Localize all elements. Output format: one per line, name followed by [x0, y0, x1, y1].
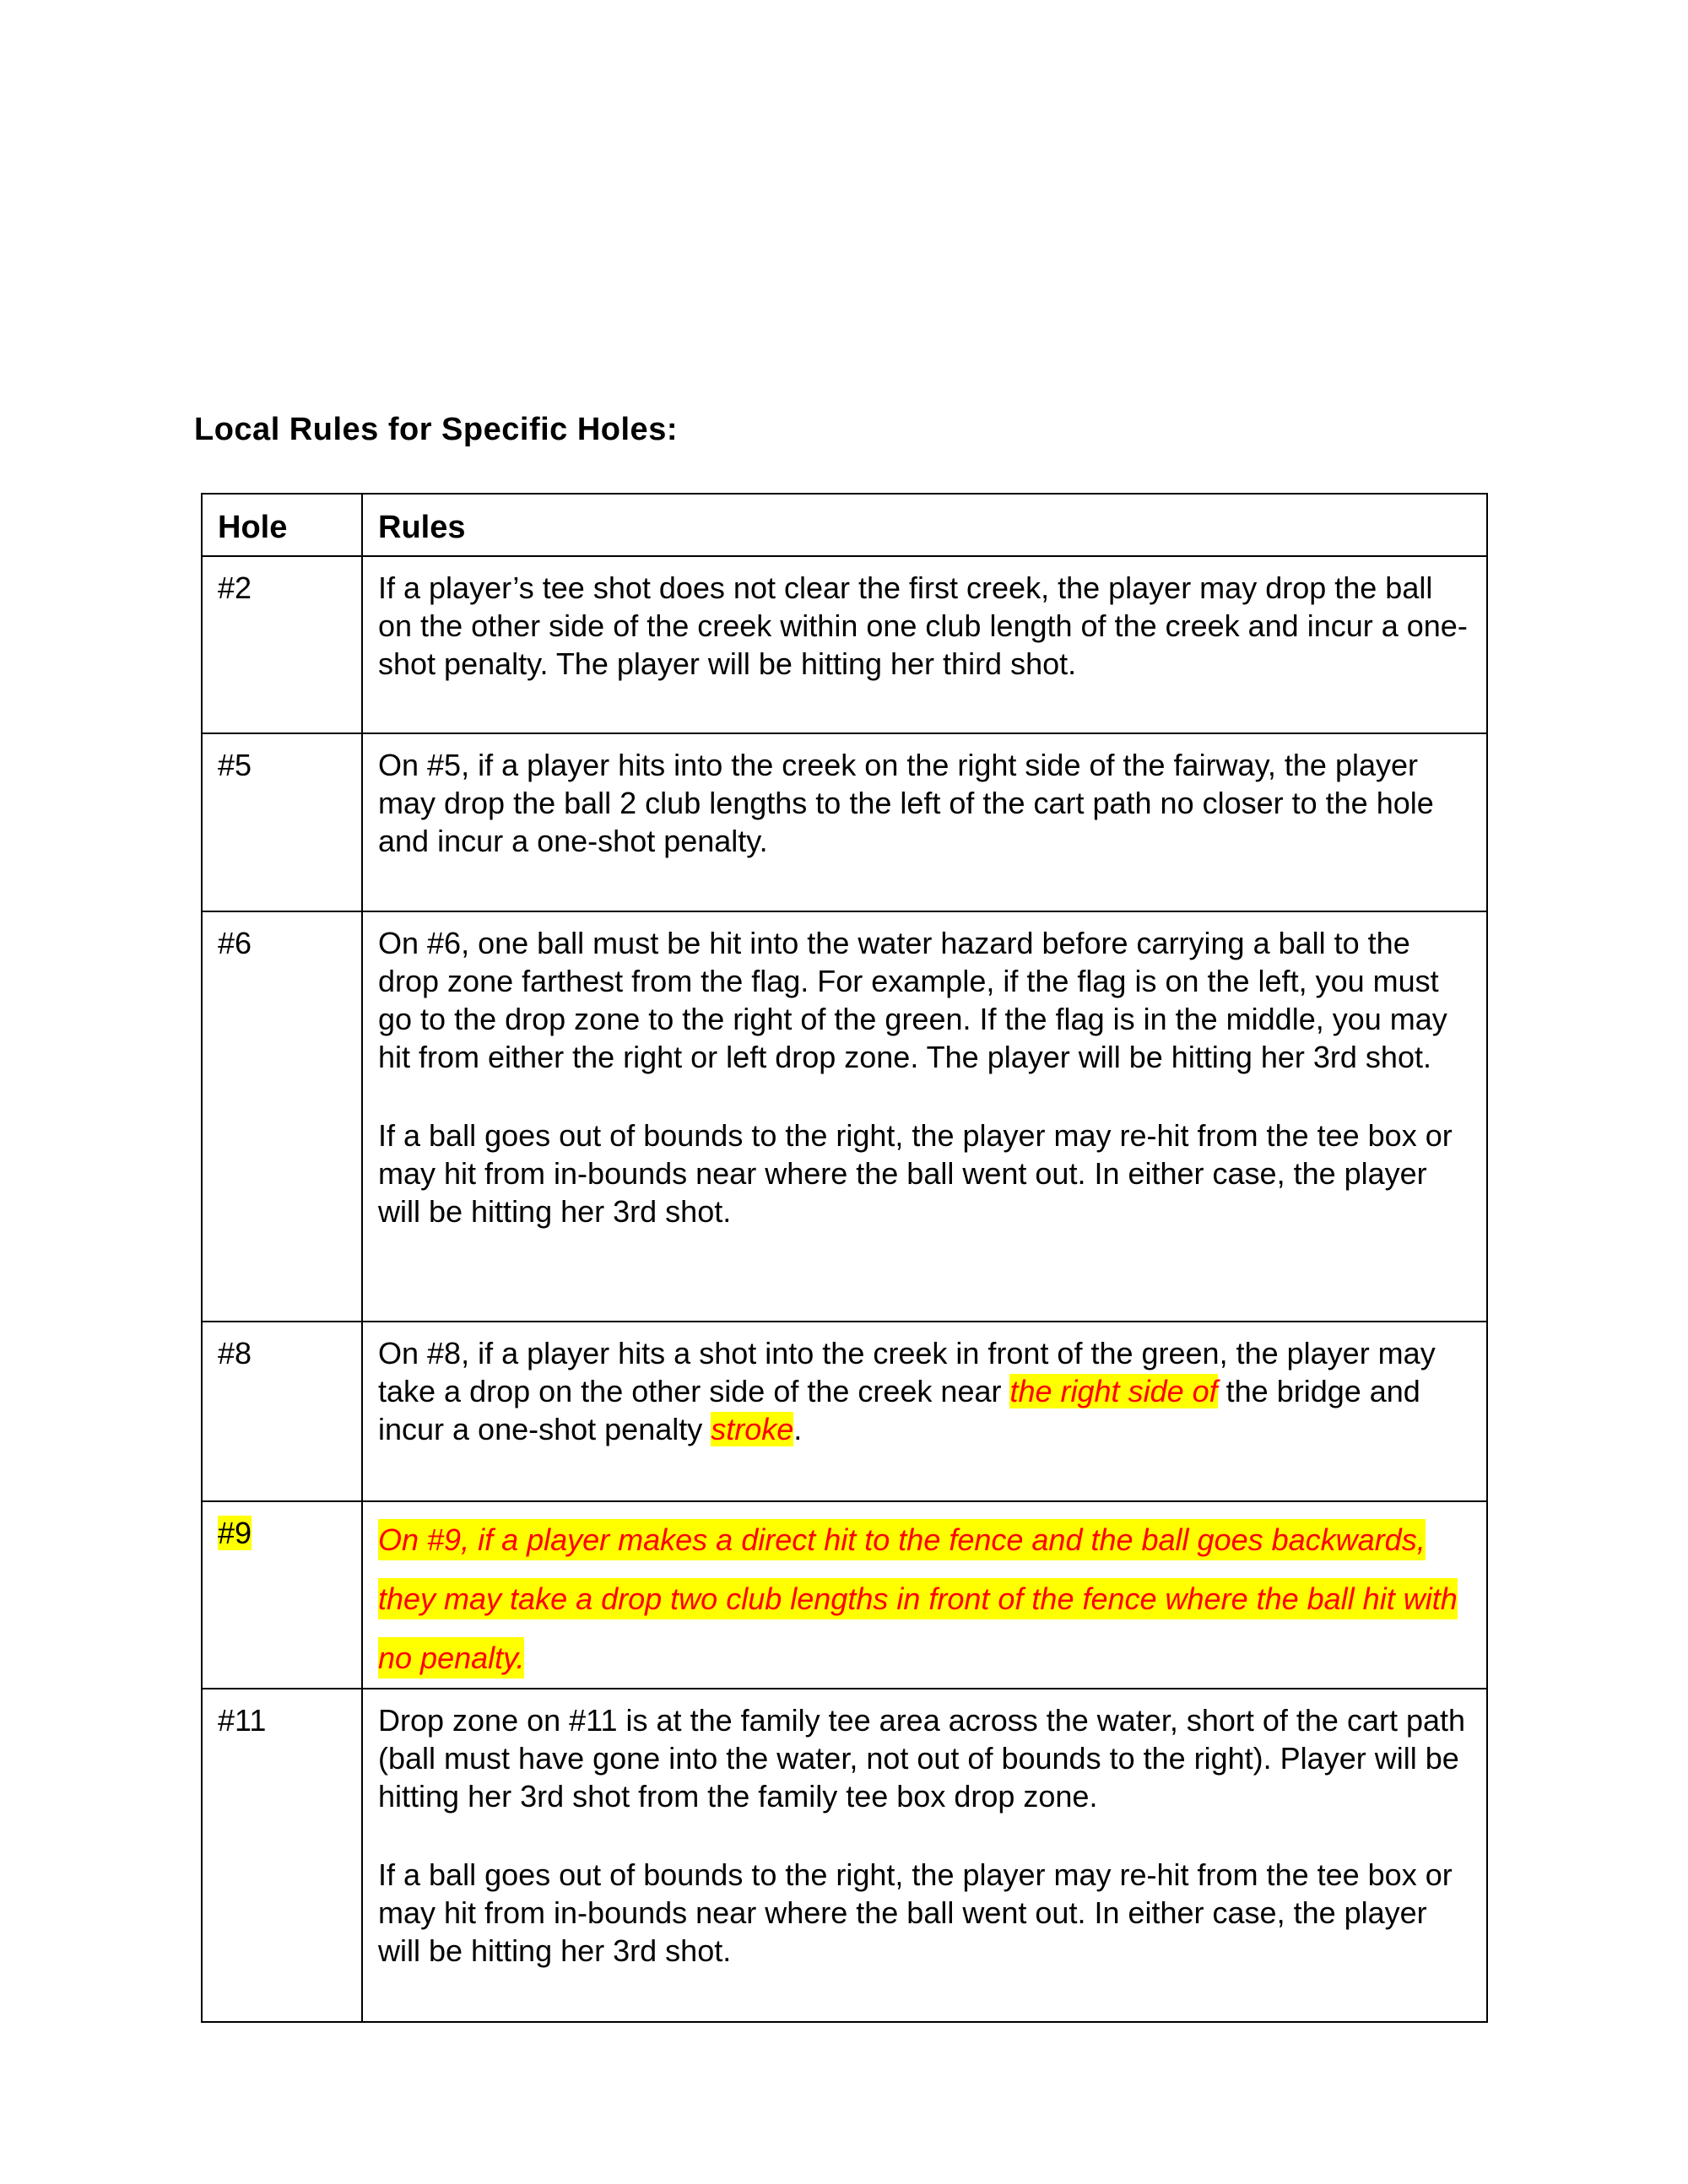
- rule-text: On #8, if a player hits a shot into the creek in front of the green, the player may take a drop on the other side of the creek near: [378, 1336, 1436, 1408]
- hole-cell-6: [202, 911, 362, 1322]
- header-hole: [202, 494, 362, 556]
- table-row: [202, 733, 1487, 911]
- rule-cell-11: [362, 1689, 1487, 2022]
- page-title: Local Rules for Specific Holes:: [194, 412, 678, 447]
- table-row: [202, 556, 1487, 733]
- header-rules-label: Rules: [378, 510, 466, 545]
- table-row: [202, 1689, 1487, 2022]
- hole-cell-2: [202, 556, 362, 733]
- rule-cell-6: [362, 911, 1487, 1322]
- rule-paragraph: Drop zone on #11 is at the family tee area across the water, short of the cart path (ball must have gone into the water, not out of bounds to the right). Player will be hitting her 3rd shot from the family tee box drop zone.: [378, 1703, 1466, 1814]
- rule-text: .: [793, 1412, 803, 1446]
- rule-paragraph: On #5, if a player hits into the creek on the right side of the fairway, the player may drop the ball 2 club lengths to the left of the cart path no closer to the hole and incur a one-shot penalty.: [378, 748, 1434, 858]
- hole-label: #6: [218, 926, 252, 960]
- hole-label: #11: [218, 1703, 267, 1738]
- rule-paragraph: [378, 1334, 1474, 1448]
- hole-cell-9: [202, 1501, 362, 1689]
- rule-cell-5: [362, 733, 1487, 911]
- header-hole-label: Hole: [218, 510, 288, 545]
- rule-paragraph: If a ball goes out of bounds to the right, the player may re-hit from the tee box or may hit from in-bounds near where the ball went out. In either case, the player will be hitting her 3rd shot.: [378, 1118, 1453, 1229]
- highlighted-edit: stroke: [711, 1412, 794, 1446]
- table-row: [202, 1501, 1487, 1689]
- hole-cell-5: [202, 733, 362, 911]
- rule-paragraph: If a player’s tee shot does not clear the first creek, the player may drop the ball on the other side of the creek within one club length of the creek and incur a one-shot penalty. The player will be hitting her third shot.: [378, 570, 1468, 681]
- rule-cell-8: [362, 1322, 1487, 1501]
- rule-paragraph: If a ball goes out of bounds to the right, the player may re-hit from the tee box or may hit from in-bounds near where the ball went out. In either case, the player will be hitting her 3rd shot.: [378, 1857, 1453, 1968]
- table-header-row: [202, 494, 1487, 556]
- header-rules: [362, 494, 1487, 556]
- table-row: [202, 911, 1487, 1322]
- highlighted-rule-text: On #9, if a player makes a direct hit to the fence and the ball goes backwards, they may take a drop two club lengths in front of the fence where the ball hit with no penalty.: [378, 1519, 1458, 1679]
- hole-label: #5: [218, 748, 252, 782]
- hole-cell-11: [202, 1689, 362, 2022]
- hole-cell-8: [202, 1322, 362, 1501]
- rule-text: the bridge and incur a one-shot penalty: [378, 1374, 1420, 1446]
- highlighted-edit: the right side of: [1009, 1374, 1218, 1408]
- hole-label: #8: [218, 1336, 252, 1370]
- rule-cell-2: [362, 556, 1487, 733]
- table-row: [202, 1322, 1487, 1501]
- hole-label: #2: [218, 570, 252, 605]
- rule-paragraph: On #6, one ball must be hit into the water hazard before carrying a ball to the drop zone farthest from the flag. For example, if the flag is on the left, you must go to the drop zone to the right of the green. If the flag is in the middle, you may hit from either the right or left drop zone. The player will be hitting her 3rd shot.: [378, 926, 1447, 1074]
- rule-cell-9: [362, 1501, 1487, 1689]
- local-rules-table: [201, 493, 1488, 2023]
- hole-label: #9: [218, 1516, 252, 1550]
